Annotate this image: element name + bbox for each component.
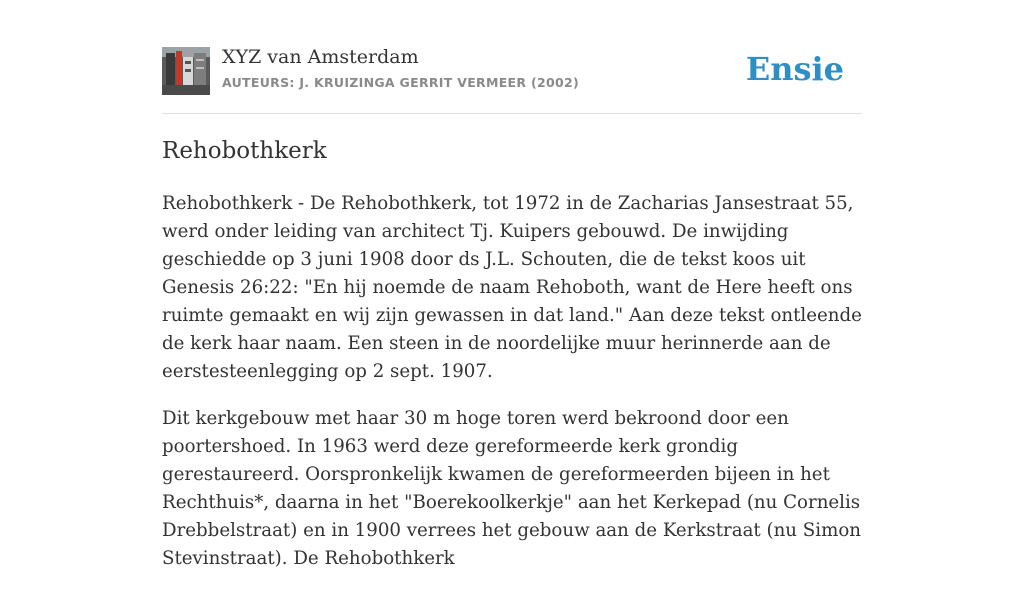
header-divider <box>162 113 862 114</box>
source-avatar[interactable] <box>162 47 210 95</box>
source-authors: AUTEURS: J. KRUIZINGA GERRIT VERMEER (2002) <box>222 75 579 90</box>
entry-paragraph: Dit kerkgebouw met haar 30 m hoge toren werd bekroond door een poortershoed. In 1963 werd deze gereformeerde kerk grondig gerestaureerd. Oorspronkelijk kwamen de gereformeerden bijeen in het Rechthuis*, daarna in het "Boerekoolkerkje" aan het Kerkepad (nu Cornelis Drebbelstraat) en in 1900 verrees het gebouw aan de Kerkstraat (nu Simon Stevinstraat). De Rehobothkerk <box>162 408 861 569</box>
entry-content <box>162 190 862 592</box>
source-header <box>162 46 862 96</box>
entry-title: Rehobothkerk <box>162 138 327 164</box>
book-cover-icon <box>162 47 210 95</box>
ensie-logo[interactable]: Ensie <box>745 50 844 88</box>
entry-paragraph: Rehobothkerk - De Rehobothkerk, tot 1972 in de Zacharias Jansestraat 55, werd onder leiding van architect Tj. Kuipers gebouwd. De inwijding geschiedde op 3 juni 1908 door ds J.L. Schouten, die de tekst koos uit Genesis 26:22: "En hij noemde de naam Rehoboth, want de Here heeft ons ruimte gemaakt en wij zijn gewassen in dat land." Aan deze tekst ontleende de kerk haar naam. Een steen in de noordelijke muur herinnerde aan de eerstesteenlegging op 2 sept. 1907. <box>162 193 862 382</box>
source-title[interactable]: XYZ van Amsterdam <box>222 46 419 68</box>
